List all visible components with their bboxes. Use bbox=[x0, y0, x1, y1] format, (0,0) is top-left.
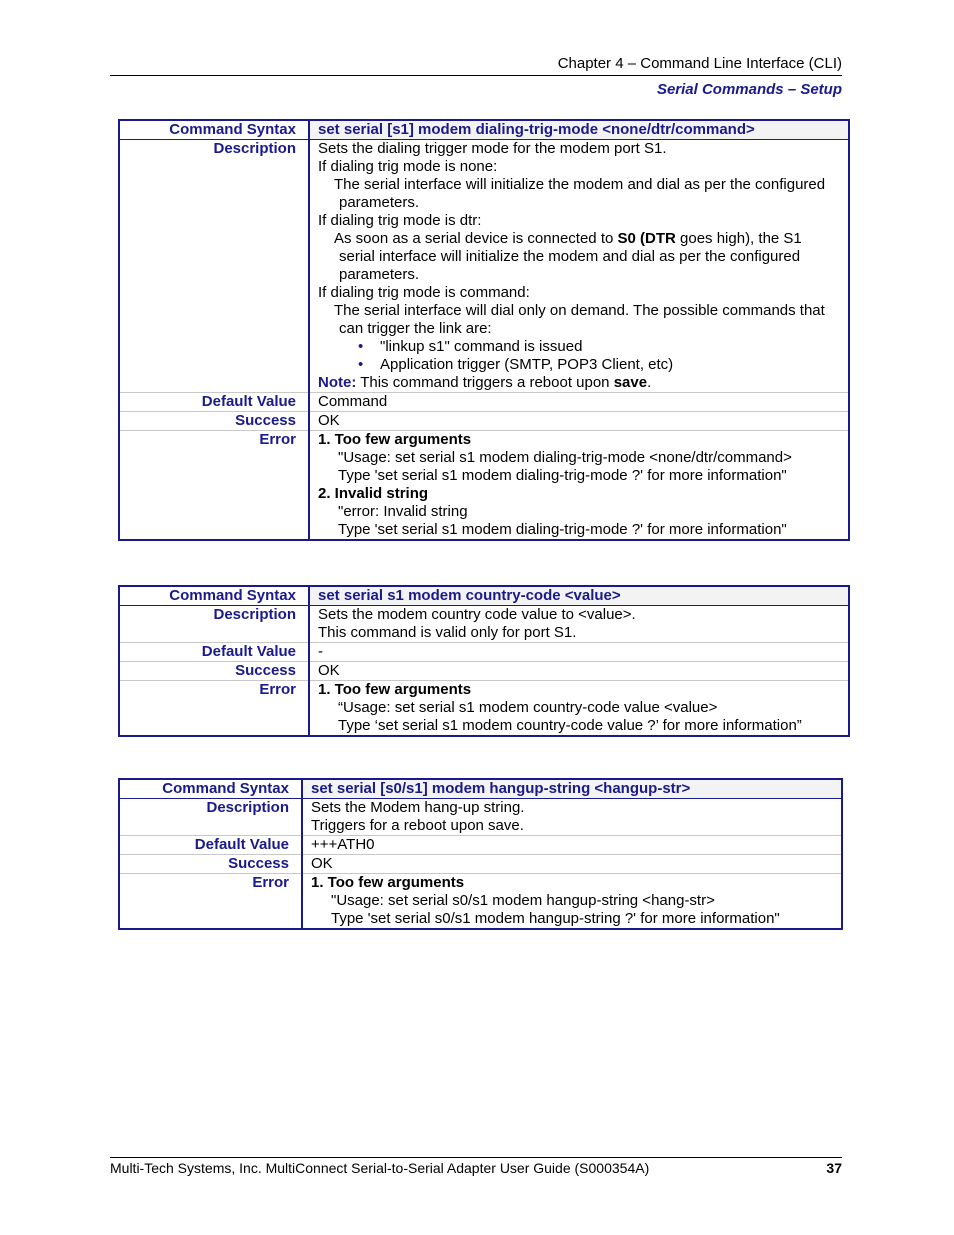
description-value bbox=[309, 140, 849, 393]
note-text: This command triggers a reboot upon bbox=[356, 374, 614, 391]
desc-line: The serial interface will initialize the modem and dial as per the configured bbox=[334, 176, 826, 193]
syntax-label: Command Syntax bbox=[119, 586, 309, 606]
desc-line: parameters. bbox=[339, 266, 420, 283]
desc-line: If dialing trig mode is dtr: bbox=[318, 212, 482, 229]
syntax-row bbox=[119, 120, 849, 140]
syntax-value: set serial [s0/s1] modem hangup-string <hangup-str> bbox=[302, 779, 842, 799]
error-line: Type 'set serial s1 modem dialing-trig-mode ?' for more information" bbox=[338, 521, 787, 538]
syntax-value: set serial [s1] modem dialing-trig-mode <none/dtr/command> bbox=[309, 120, 849, 140]
desc-line: parameters. bbox=[339, 194, 420, 211]
command-table-hangup-string bbox=[118, 778, 843, 930]
error-line: Type 'set serial s1 modem dialing-trig-mode ?' for more information" bbox=[338, 467, 787, 484]
desc-line: can trigger the link are: bbox=[339, 320, 492, 337]
error-item-title: 2. Invalid string bbox=[318, 485, 429, 502]
success-value: OK bbox=[302, 855, 842, 874]
success-label: Success bbox=[119, 412, 309, 431]
desc-line: Triggers for a reboot upon save. bbox=[311, 817, 524, 834]
default-value: +++ATH0 bbox=[302, 836, 842, 855]
default-row bbox=[119, 393, 849, 412]
desc-text: goes high), the S1 bbox=[675, 230, 802, 247]
error-line: Type 'set serial s0/s1 modem hangup-string ?' for more information" bbox=[331, 910, 780, 927]
error-label: Error bbox=[119, 681, 309, 737]
desc-line: Sets the Modem hang-up string. bbox=[311, 799, 525, 816]
desc-line: If dialing trig mode is none: bbox=[318, 158, 498, 175]
error-item-title: 1. Too few arguments bbox=[311, 874, 465, 891]
error-line: Type ‘set serial s1 modem country-code value ?’ for more information” bbox=[338, 717, 802, 734]
note-label: Note: bbox=[318, 374, 357, 391]
error-row bbox=[119, 681, 849, 737]
desc-bold-text: S0 (DTR bbox=[617, 230, 676, 247]
success-value: OK bbox=[309, 412, 849, 431]
syntax-row bbox=[119, 586, 849, 606]
description-label: Description bbox=[119, 140, 309, 393]
error-item-title: 1. Too few arguments bbox=[318, 431, 472, 448]
desc-line: If dialing trig mode is command: bbox=[318, 284, 530, 301]
default-row bbox=[119, 836, 842, 855]
success-label: Success bbox=[119, 855, 302, 874]
syntax-value: set serial s1 modem country-code <value> bbox=[309, 586, 849, 606]
syntax-label: Command Syntax bbox=[119, 779, 302, 799]
footer-rule bbox=[110, 1157, 842, 1158]
description-row bbox=[119, 799, 842, 836]
default-value: Command bbox=[309, 393, 849, 412]
default-row bbox=[119, 643, 849, 662]
default-label: Default Value bbox=[119, 836, 302, 855]
footer-text: Multi-Tech Systems, Inc. MultiConnect Serial-to-Serial Adapter User Guide (S000354A) bbox=[110, 1160, 650, 1176]
error-row bbox=[119, 431, 849, 541]
desc-text: As soon as a serial device is connected to bbox=[334, 230, 618, 247]
success-row bbox=[119, 855, 842, 874]
error-value bbox=[309, 431, 849, 541]
default-label: Default Value bbox=[119, 393, 309, 412]
syntax-label: Command Syntax bbox=[119, 120, 309, 140]
success-row bbox=[119, 412, 849, 431]
success-value: OK bbox=[309, 662, 849, 681]
note-line bbox=[318, 374, 844, 392]
desc-line: serial interface will initialize the modem and dial as per the configured bbox=[339, 248, 801, 265]
command-table-dialing-trig-mode bbox=[118, 119, 850, 541]
error-item-title: 1. Too few arguments bbox=[318, 681, 472, 698]
error-line: "Usage: set serial s0/s1 modem hangup-string <hang-str> bbox=[331, 892, 715, 909]
desc-line: Sets the dialing trigger mode for the modem port S1. bbox=[318, 140, 667, 157]
note-end: . bbox=[647, 374, 652, 391]
error-line: “Usage: set serial s1 modem country-code value <value> bbox=[338, 699, 718, 716]
description-value bbox=[302, 799, 842, 836]
page-number: 37 bbox=[826, 1160, 842, 1176]
bullet-item: • Application trigger (SMTP, POP3 Client, etc) bbox=[318, 356, 844, 374]
error-line: "Usage: set serial s1 modem dialing-trig-mode <none/dtr/command> bbox=[338, 449, 792, 466]
desc-line bbox=[318, 230, 844, 248]
description-value bbox=[309, 606, 849, 643]
note-bold: save bbox=[613, 374, 648, 391]
error-label: Error bbox=[119, 874, 302, 930]
header-section: Serial Commands – Setup bbox=[656, 81, 842, 98]
bullet-item: • "linkup s1" command is issued bbox=[318, 338, 844, 356]
default-label: Default Value bbox=[119, 643, 309, 662]
error-value bbox=[309, 681, 849, 737]
desc-line: Sets the modem country code value to <value>. bbox=[318, 606, 636, 623]
command-table-country-code bbox=[118, 585, 850, 737]
description-label: Description bbox=[119, 799, 302, 836]
error-line: "error: Invalid string bbox=[338, 503, 468, 520]
description-row bbox=[119, 140, 849, 393]
default-value: - bbox=[309, 643, 849, 662]
header-chapter: Chapter 4 – Command Line Interface (CLI) bbox=[557, 55, 842, 72]
error-label: Error bbox=[119, 431, 309, 541]
description-label: Description bbox=[119, 606, 309, 643]
desc-line: The serial interface will dial only on demand. The possible commands that bbox=[334, 302, 825, 319]
error-row bbox=[119, 874, 842, 930]
desc-line: This command is valid only for port S1. bbox=[318, 624, 577, 641]
success-label: Success bbox=[119, 662, 309, 681]
success-row bbox=[119, 662, 849, 681]
syntax-row bbox=[119, 779, 842, 799]
description-row bbox=[119, 606, 849, 643]
header-rule bbox=[110, 75, 842, 76]
error-value bbox=[302, 874, 842, 930]
